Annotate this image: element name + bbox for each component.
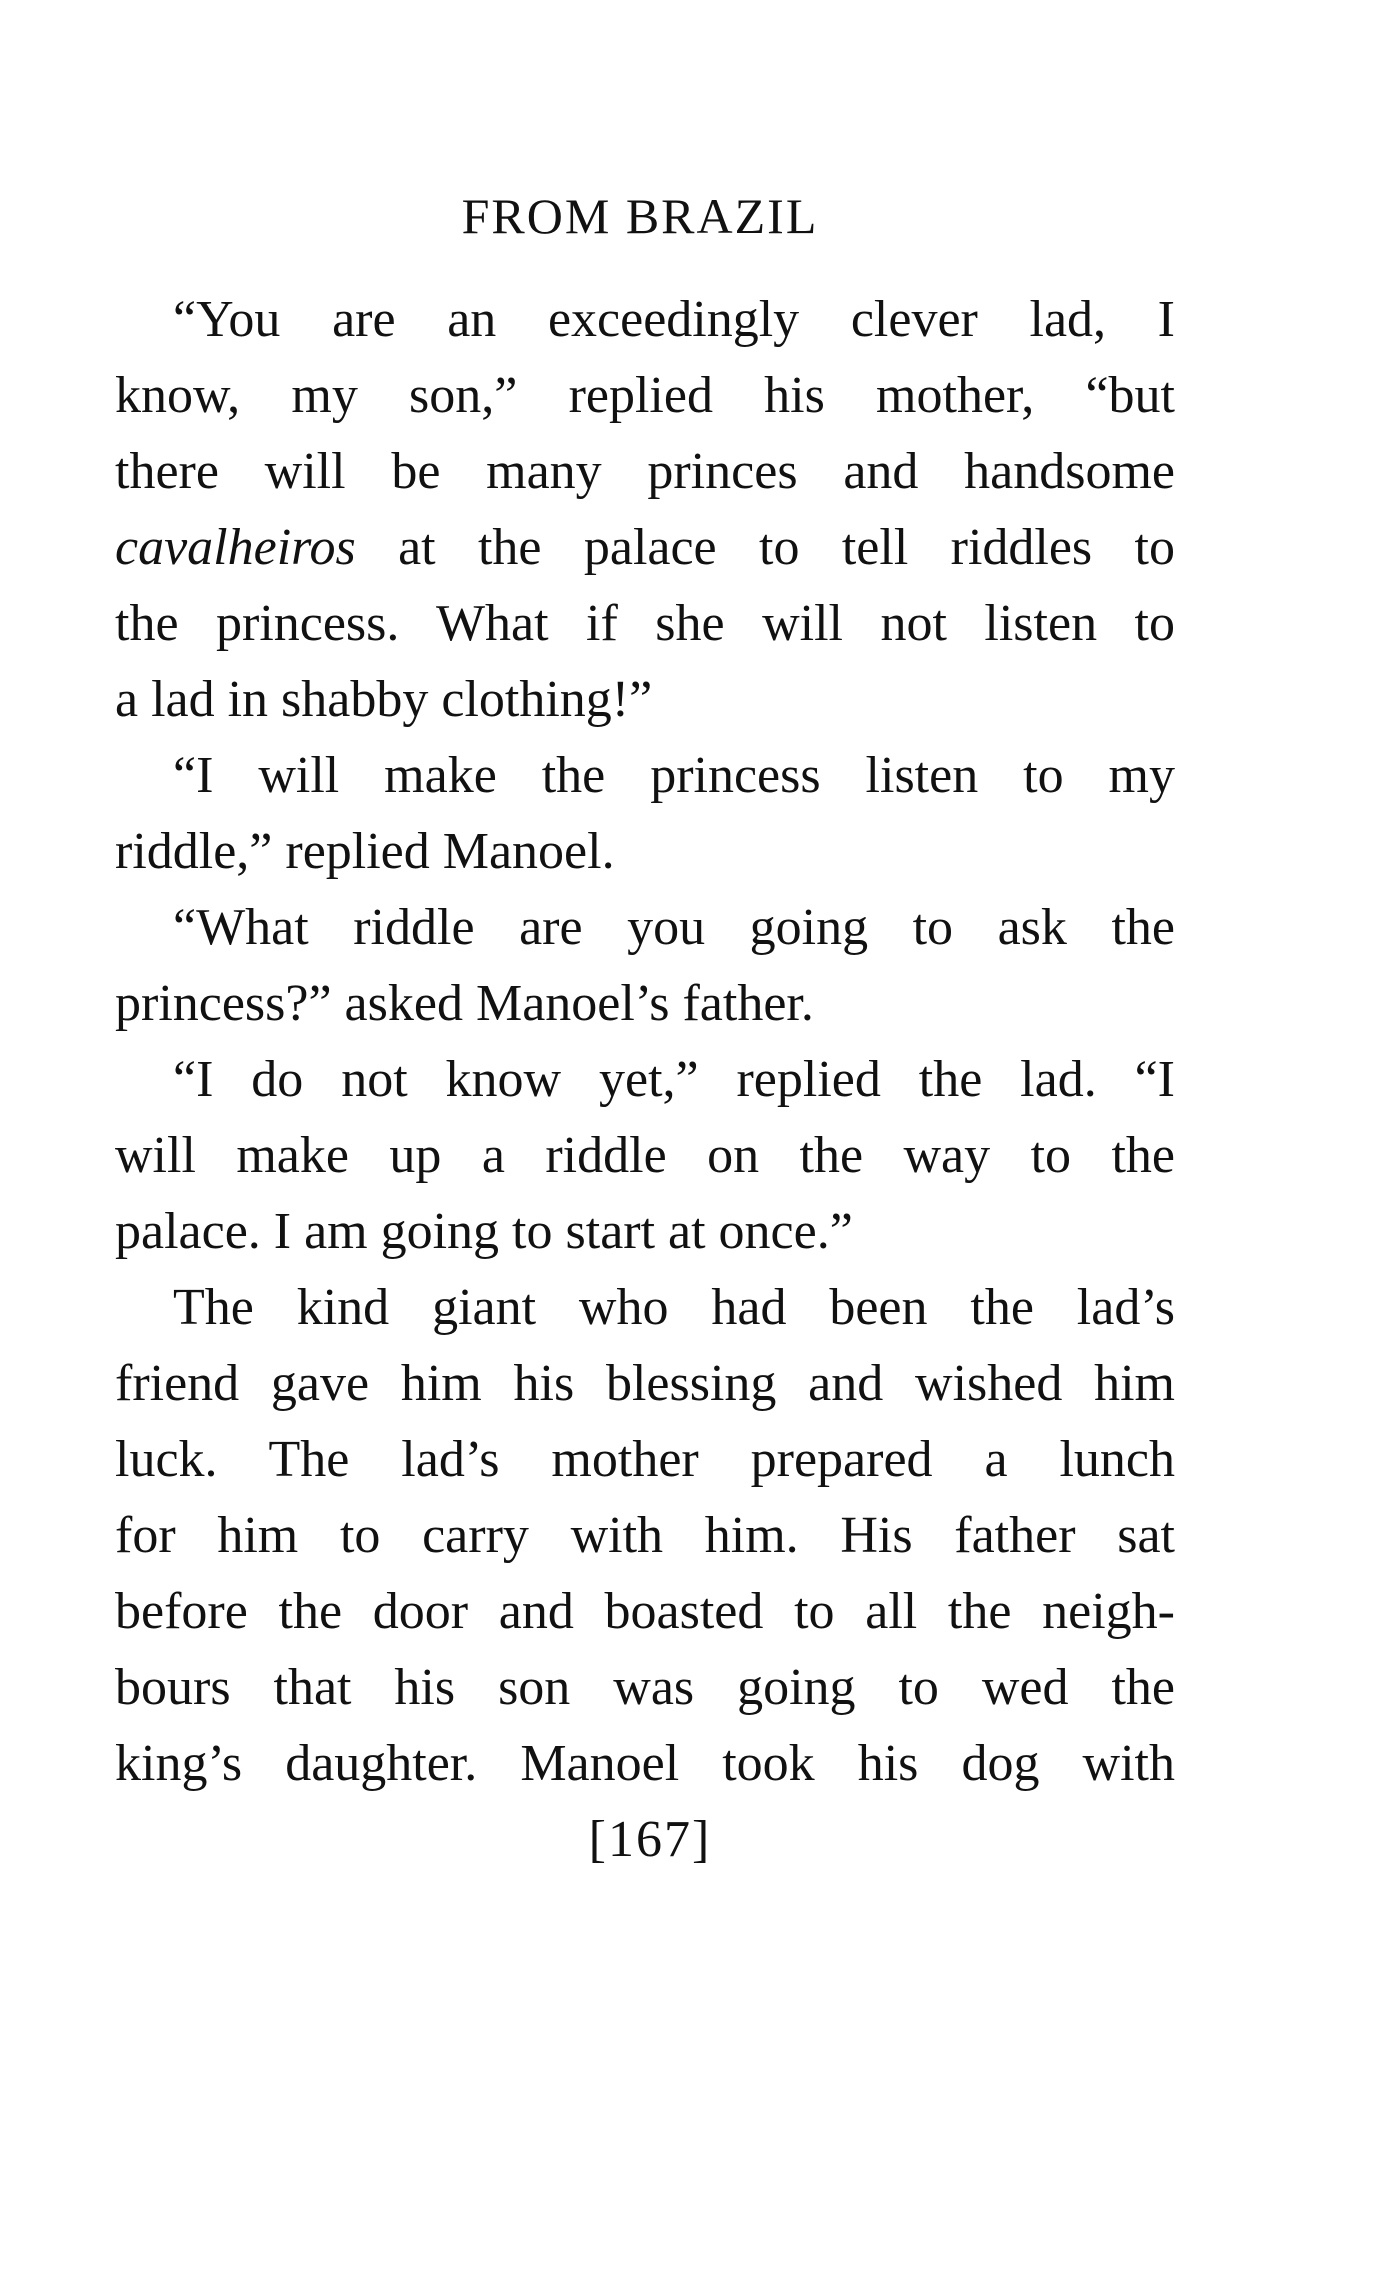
running-head: FROM BRAZIL	[461, 188, 819, 244]
text-line-rest: at the palace to tell riddles to	[355, 519, 1175, 576]
text-line: for him to carry with him. His father sat	[115, 1507, 1175, 1564]
text-line: will make up a riddle on the way to the	[115, 1127, 1175, 1184]
paragraph-2	[115, 738, 1175, 890]
text-line-with-italic	[115, 510, 1175, 586]
body-text	[115, 282, 1175, 1802]
text-line: friend gave him his blessing and wished him	[115, 1355, 1175, 1412]
text-line: luck. The lad’s mother prepared a lunch	[115, 1431, 1175, 1488]
text-line: before the door and boasted to all the neigh-	[115, 1583, 1175, 1640]
paragraph-3	[115, 890, 1175, 1042]
text-line: there will be many princes and handsome	[115, 443, 1175, 500]
paragraph-4	[115, 1042, 1175, 1270]
text-line: “I will make the princess listen to my	[173, 747, 1175, 804]
text-line: “You are an exceedingly clever lad, I	[173, 291, 1175, 348]
text-line: princess?” asked Manoel’s father.	[115, 975, 814, 1032]
italic-word: cavalheiros	[115, 519, 356, 576]
text-line: The kind giant who had been the lad’s	[173, 1279, 1175, 1336]
text-line: king’s daughter. Manoel took his dog with	[115, 1735, 1175, 1792]
text-line: a lad in shabby clothing!”	[115, 671, 653, 728]
text-line: bours that his son was going to wed the	[115, 1659, 1175, 1716]
page-number: [167]	[588, 1811, 712, 1868]
paragraph-1	[115, 282, 1175, 738]
text-line: “I do not know yet,” replied the lad. “I	[173, 1051, 1175, 1108]
text-line: “What riddle are you going to ask the	[173, 899, 1175, 956]
text-line: riddle,” replied Manoel.	[115, 823, 615, 880]
text-line: know, my son,” replied his mother, “but	[115, 367, 1175, 424]
text-line: palace. I am going to start at once.”	[115, 1203, 853, 1260]
text-line: the princess. What if she will not listen to	[115, 595, 1175, 652]
paragraph-5	[115, 1270, 1175, 1802]
